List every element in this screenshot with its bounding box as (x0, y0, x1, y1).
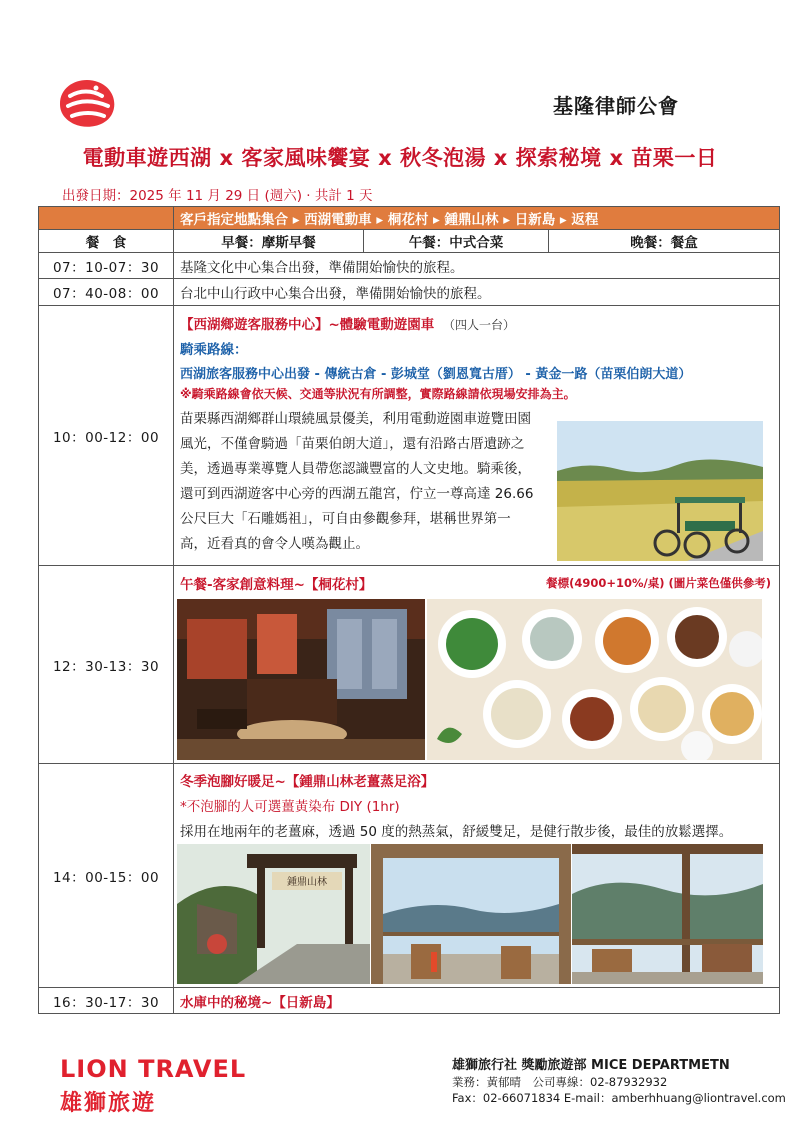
spa-description: 採用在地兩年的老薑麻，透過 50 度的熱蒸氣，舒緩雙足，是健行散步後，最佳的放鬆選擇。 (180, 824, 733, 840)
fax-line: Fax：02-66071834 E-mail：amberhhuang@liontravel.com (452, 1091, 786, 1105)
spa-title: 冬季泡腳好暖足~【鍾鼎山林老薑蒸足浴】 (180, 774, 435, 790)
spa-cell (174, 764, 780, 988)
meals-label: 餐 食 (39, 230, 174, 253)
route-label: 騎乘路線： (180, 342, 248, 358)
brand-logo-cn: 雄獅旅遊 (60, 1091, 157, 1116)
time-cell: 14：00-15：00 (39, 764, 174, 988)
breakfast-cell: 早餐：摩斯早餐 (174, 230, 364, 253)
spa-entrance-photo (177, 844, 370, 984)
itinerary-table (38, 206, 780, 1014)
time-cell: 07：40-08：00 (39, 279, 174, 306)
desc-line: 苗栗縣西湖鄉群山環繞風景優美，利用電動遊園車遊覽田園 (180, 411, 531, 427)
ebike-photo (557, 421, 763, 561)
restaurant-photo (177, 599, 425, 760)
table-row (39, 764, 780, 988)
spa-sign-text: 鍾鼎山林 (287, 877, 327, 888)
table-row (39, 566, 780, 764)
route-text: 西湖旅客服務中心出發 - 傳統古倉 - 彭城堂（劉恩寬古厝） - 黃金一路（苗栗伯朗大道） (180, 367, 692, 382)
spa-view-photo (572, 844, 763, 984)
spa-note: *不泡腳的人可選薑黃染布 DIY (1hr) (180, 799, 400, 815)
ebike-title-note: （四人一台） (443, 318, 516, 332)
route-summary: 客戶指定地點集合 ▸ 西湖電動車 ▸ 桐花村 ▸ 鍾鼎山林 ▸ 日新島 ▸ 返程 (174, 207, 780, 230)
time-cell: 10：00-12：00 (39, 306, 174, 566)
brand-logo-en: LION TRAVEL (60, 1055, 247, 1083)
lunch-detail-cell (174, 566, 780, 764)
time-cell: 16：30-17：30 (39, 988, 174, 1014)
meals-row (39, 230, 780, 253)
table-row (39, 988, 780, 1014)
lion-logo-icon (52, 74, 124, 134)
desc-line: 公尺巨大「石雕媽祖」，可自由參觀參拜，堪稱世界第一 (180, 511, 511, 527)
departure-date: 出發日期：2025 年 11 月 29 日 (週六) · 共計 1 天 (62, 188, 373, 204)
route-row (39, 207, 780, 230)
table-row (39, 279, 780, 306)
desc-line: 還可到西湖遊客中心旁的西湖五龍宮，佇立一尊高達 26.66 (180, 486, 534, 502)
spa-terrace-photo (371, 844, 571, 984)
contact-info (452, 1058, 786, 1106)
contact-line: 業務：黃郁晴 公司專線：02-87932932 (452, 1075, 668, 1089)
desc-line: 風光，不僅會騎過「苗栗伯朗大道」，還有沿路古厝遺跡之 (180, 436, 525, 452)
association-name: 基隆律師公會 (553, 94, 679, 118)
island-title: 水庫中的秘境~【日新島】 (174, 988, 780, 1014)
dishes-photo (427, 599, 762, 760)
route-notice: ※騎乘路線會依天候、交通等狀況有所調整，實際路線請依現場安排為主。 (180, 387, 576, 401)
time-cell: 07：10-07：30 (39, 253, 174, 279)
lunch-cell: 午餐：中式合菜 (364, 230, 549, 253)
lunch-price: 餐標(4900+10%/桌) (圖片菜色僅供參考) (546, 576, 771, 590)
row-description: 台北中山行政中心集合出發，準備開始愉快的旅程。 (174, 279, 780, 306)
table-row (39, 306, 780, 566)
dinner-cell: 晚餐：餐盒 (549, 230, 780, 253)
lunch-title: 午餐-客家創意料理~【桐花村】 (180, 577, 373, 593)
company-name: 雄獅旅行社 獎勵旅遊部 MICE DEPARTMETN (452, 1058, 730, 1073)
desc-line: 美，透過專業導覽人員帶您認識豐富的人文史地。騎乘後， (180, 461, 531, 477)
page-title: 電動車遊西湖 x 客家風味饗宴 x 秋冬泡湯 x 探索秘境 x 苗栗一日 (82, 146, 718, 170)
table-row (39, 253, 780, 279)
time-cell: 12：30-13：30 (39, 566, 174, 764)
desc-line: 高，近看真的會令人嘆為觀止。 (180, 536, 369, 552)
ebike-title: 【西湖鄉遊客服務中心】~體驗電動遊園車 (180, 317, 435, 333)
row-description: 基隆文化中心集合出發，準備開始愉快的旅程。 (174, 253, 780, 279)
ebike-cell (174, 306, 780, 566)
